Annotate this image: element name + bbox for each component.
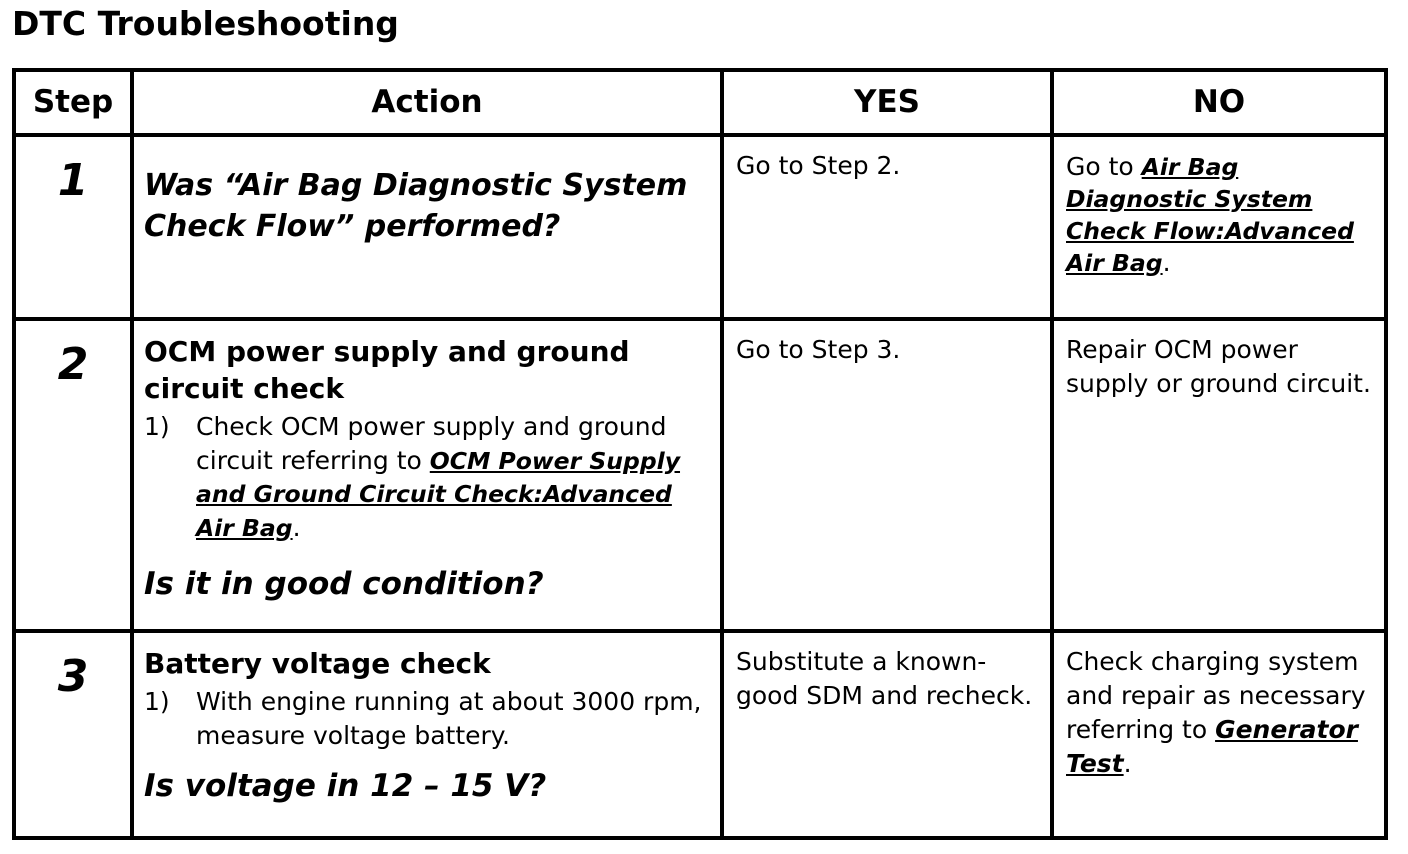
header-no: NO bbox=[1052, 70, 1386, 135]
yes-text: Substitute a known-good SDM and recheck. bbox=[736, 647, 1033, 711]
no-cell bbox=[1052, 631, 1386, 838]
no-text: Repair OCM power supply or ground circuit. bbox=[1066, 335, 1371, 399]
ocm-power-supply-link[interactable]: OCM Power Supply and Ground Circuit Check:Advanced Air Bag bbox=[196, 446, 681, 542]
list-text-suffix: . bbox=[292, 512, 301, 542]
action-cell bbox=[132, 319, 722, 631]
action-cell bbox=[132, 135, 722, 319]
table-row bbox=[14, 135, 1386, 319]
no-text-suffix: . bbox=[1162, 247, 1171, 277]
no-text-suffix: . bbox=[1123, 749, 1132, 779]
header-action: Action bbox=[132, 70, 722, 135]
air-bag-check-flow-link[interactable]: Air Bag Diagnostic System Check Flow:Advanced Air Bag bbox=[1066, 152, 1354, 277]
no-text-prefix: Check charging system and repair as necessary referring to bbox=[1066, 647, 1366, 745]
yes-cell bbox=[722, 319, 1052, 631]
action-title: OCM power supply and ground circuit check bbox=[144, 335, 630, 406]
table-header-row bbox=[14, 70, 1386, 135]
yes-cell bbox=[722, 631, 1052, 838]
header-yes: YES bbox=[722, 70, 1052, 135]
list-text: With engine running at about 3000 rpm, measure voltage battery. bbox=[196, 687, 702, 750]
step-number: 1 bbox=[14, 135, 132, 319]
yes-text: Go to Step 2. bbox=[736, 150, 901, 180]
no-text-prefix: Go to bbox=[1066, 151, 1142, 181]
no-cell bbox=[1052, 319, 1386, 631]
action-cell bbox=[132, 631, 722, 838]
generator-test-link[interactable]: Generator Test bbox=[1066, 715, 1358, 779]
table-row bbox=[14, 631, 1386, 838]
action-list-item bbox=[144, 410, 710, 544]
list-number: 1) bbox=[144, 687, 170, 717]
step-number: 2 bbox=[14, 319, 132, 631]
yes-text: Go to Step 3. bbox=[736, 335, 901, 365]
list-number: 1) bbox=[144, 412, 170, 442]
no-text bbox=[1054, 137, 1384, 279]
table-row bbox=[14, 319, 1386, 631]
no-cell bbox=[1052, 135, 1386, 319]
action-question: Is voltage in 12 – 15 V? bbox=[144, 768, 547, 805]
yes-cell bbox=[722, 135, 1052, 319]
step-number: 3 bbox=[14, 631, 132, 838]
action-question: Is it in good condition? bbox=[144, 566, 544, 603]
page-title: DTC Troubleshooting bbox=[12, 4, 399, 43]
list-text bbox=[196, 410, 710, 544]
troubleshooting-table bbox=[12, 68, 1388, 840]
list-text-body: Check OCM power supply and ground circuit referring to bbox=[196, 412, 667, 475]
no-text bbox=[1054, 633, 1384, 781]
action-title: Battery voltage check bbox=[144, 647, 491, 681]
action-list-item bbox=[144, 685, 710, 752]
action-question: Was “Air Bag Diagnostic System Check Flow” performed? bbox=[144, 167, 688, 244]
header-step: Step bbox=[14, 70, 132, 135]
